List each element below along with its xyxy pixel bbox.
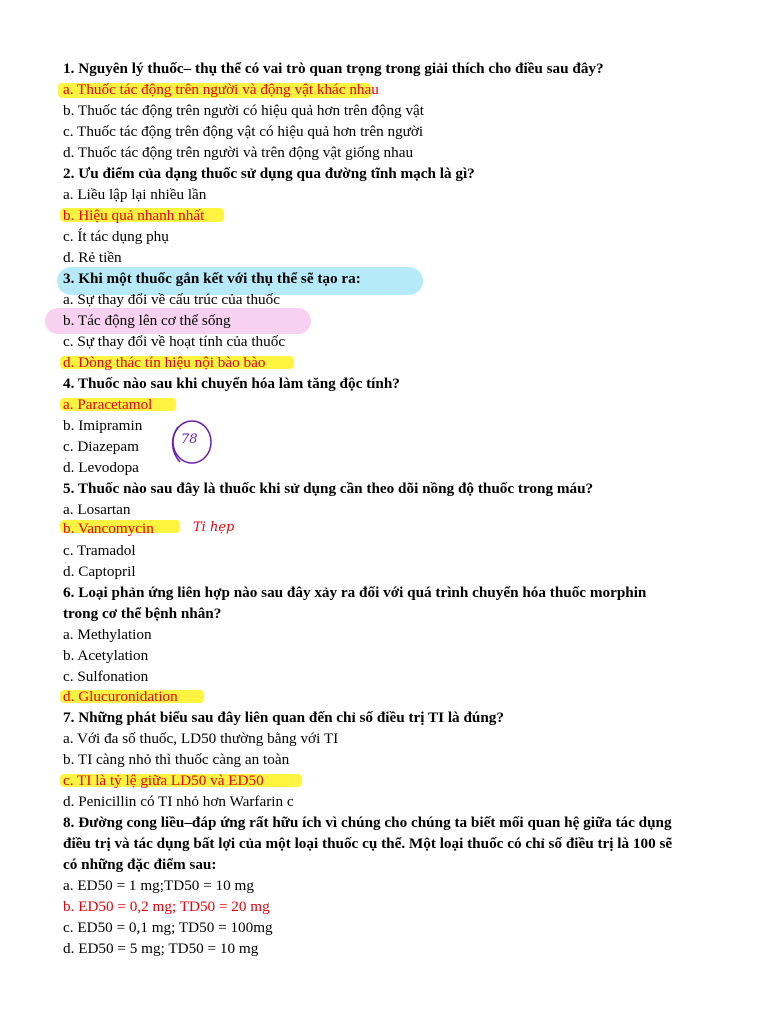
question-3-stem: 3. Khi một thuốc gắn kết với thụ thể sẽ tạo ra:	[63, 270, 361, 287]
question-8-option-d: d. ED50 = 5 mg; TD50 = 10 mg	[63, 940, 259, 957]
q5-handwritten-note: Ti hẹp	[193, 520, 235, 535]
question-5-stem: 5. Thuốc nào sau đây là thuốc khi sử dụng cần theo dõi nồng độ thuốc trong máu?	[63, 480, 594, 497]
question-8-option-a: a. ED50 = 1 mg;TD50 = 10 mg	[63, 877, 254, 894]
question-4-option-a: a. Paracetamol	[63, 396, 153, 413]
question-1-option-d: d. Thuốc tác động trên người và trên động vật giống nhau	[63, 144, 414, 161]
q4-bracket-stroke	[173, 427, 180, 462]
question-7-option-b: b. TI càng nhỏ thì thuốc càng an toàn	[63, 751, 290, 768]
question-3-option-a: a. Sự thay đổi về cấu trúc của thuốc	[63, 291, 280, 308]
question-8-option-c: c. ED50 = 0,1 mg; TD50 = 100mg	[63, 919, 273, 936]
question-5-option-b: b. Vancomycin	[63, 520, 154, 537]
question-7-stem: 7. Những phát biểu sau đây liên quan đến chỉ số điều trị TI là đúng?	[63, 709, 504, 726]
question-2-option-a: a. Liều lập lại nhiều lần	[63, 186, 207, 203]
question-4-stem: 4. Thuốc nào sau khi chuyển hóa làm tăng độc tính?	[63, 375, 400, 392]
question-3-option-c: c. Sự thay đổi về hoạt tính của thuốc	[63, 333, 286, 350]
question-8-stem-line1: 8. Đường cong liều–đáp ứng rất hữu ích vì chúng cho chúng ta biết mối quan hệ giữa tác dụng	[63, 814, 672, 831]
question-3-option-b: b. Tác động lên cơ thể sống	[63, 312, 231, 329]
question-6-option-d: d. Glucuronidation	[63, 688, 178, 705]
question-4-option-b: b. Imipramin	[63, 417, 143, 434]
question-5-option-a: a. Losartan	[63, 501, 131, 518]
question-4-option-d: d. Levodopa	[63, 459, 139, 476]
question-1-option-b: b. Thuốc tác động trên người có hiệu quả hơn trên động vật	[63, 102, 425, 119]
question-2-option-d: d. Rẻ tiền	[63, 249, 122, 266]
question-6-option-a: a. Methylation	[63, 626, 152, 643]
question-7-option-c: c. TI là tỷ lệ giữa LD50 và ED50	[63, 772, 264, 789]
question-1-option-c: c. Thuốc tác động trên động vật có hiệu quả hơn trên người	[63, 123, 424, 140]
question-4-option-c: c. Diazepam	[63, 438, 139, 455]
question-3-option-d: d. Dòng thác tín hiệu nội bào bào	[63, 354, 266, 371]
question-6-option-b: b. Acetylation	[63, 647, 149, 664]
question-7-option-d: d. Penicillin có TI nhỏ hơn Warfarin c	[63, 793, 294, 810]
question-1-stem: 1. Nguyên lý thuốc– thụ thể có vai trò quan trọng trong giải thích cho điều sau đây?	[63, 60, 604, 77]
question-8-stem-line3: có những đặc điểm sau:	[63, 856, 217, 873]
question-8-stem-line2: điều trị và tác dụng bất lợi của một loại thuốc cụ thể. Một loại thuốc có chỉ số điều trị là 100 sẽ	[63, 835, 673, 852]
q4-handwritten-number: 78	[181, 432, 198, 447]
question-2-option-b: b. Hiệu quả nhanh nhất	[63, 207, 205, 224]
question-2-stem: 2. Ưu điểm của dạng thuốc sử dụng qua đường tĩnh mạch là gì?	[63, 165, 475, 182]
question-5-option-c: c. Tramadol	[63, 542, 136, 559]
question-6-stem-line1: 6. Loại phản ứng liên hợp nào sau đây xảy ra đối với quá trình chuyển hóa thuốc morphin	[63, 584, 647, 601]
question-6-option-c: c. Sulfonation	[63, 668, 149, 685]
question-6-stem-line2: trong cơ thể bệnh nhân?	[63, 605, 222, 622]
question-8-option-b: b. ED50 = 0,2 mg; TD50 = 20 mg	[63, 898, 270, 915]
question-2-option-c: c. Ít tác dụng phụ	[63, 228, 169, 245]
question-1-option-a: a. Thuốc tác động trên người và động vật khác nhau	[63, 81, 379, 98]
question-7-option-a: a. Với đa số thuốc, LD50 thường bằng với TI	[63, 730, 339, 747]
question-5-option-d: d. Captopril	[63, 563, 136, 580]
